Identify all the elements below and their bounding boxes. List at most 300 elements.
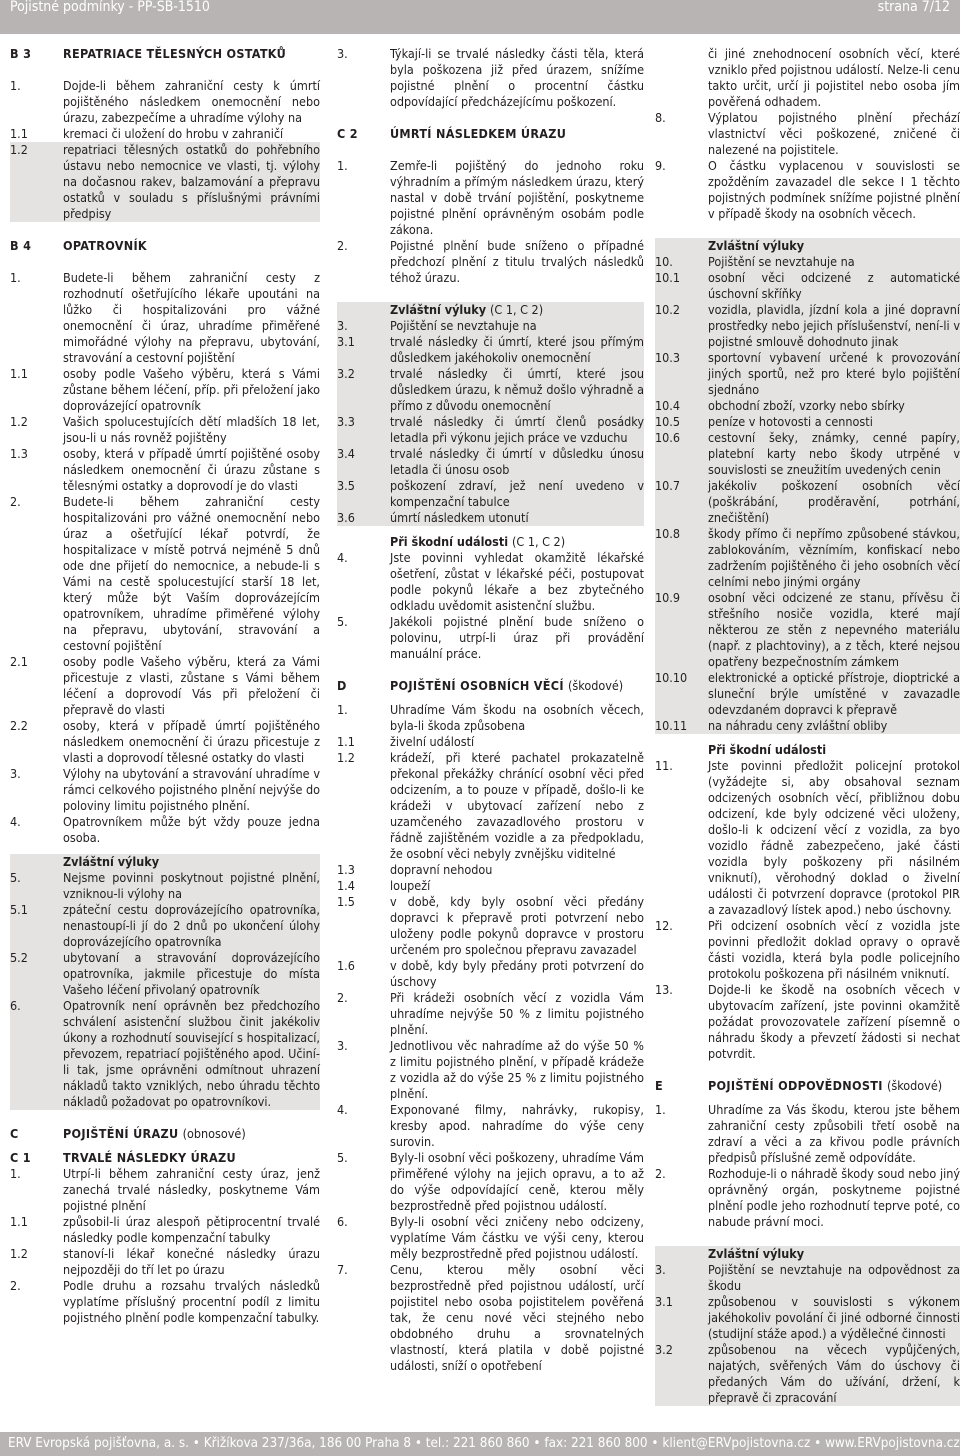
clause-number: 2.	[655, 1166, 666, 1181]
clause-text	[390, 702, 644, 734]
clause	[10, 446, 320, 494]
clause-text	[708, 742, 960, 758]
clause	[655, 1294, 960, 1342]
clause	[10, 950, 320, 998]
clause-number: 1.1	[10, 126, 28, 141]
clause-number: 2.	[10, 494, 21, 509]
spacer	[10, 254, 320, 270]
clause-main-text: repatriaci tělesných ostatků do pohřebního ústavu nebo nemocnice ve vlasti, tj. výlohy na dočasnou rakev, balzamování a přepravu ostatků v souladu s příslušnými právními předpisy	[63, 142, 320, 221]
clause	[10, 998, 320, 1110]
clause	[337, 1214, 644, 1262]
clause	[10, 870, 320, 902]
clause	[10, 494, 320, 654]
clause-main-text: Utrpí-li během zahraniční cesty úraz, jenž zanechá trvalé následky, poskytneme Vám pojistné plnění	[63, 1166, 320, 1213]
clause-text	[708, 758, 960, 918]
clause-number: 2.2	[10, 718, 28, 733]
clause-text	[390, 334, 644, 366]
clause-main-text: způsobenou na věcech vypůjčených, najatých, svěřených Vám do úschovy či předaných Vám do užívání, držení, k přepravě či zpracování	[708, 1342, 960, 1405]
clause-main-text: způsobenou v souvislosti s výkonem jakéhokoliv povolání či jiné odborné činnosti (studijní stáže apod.) a výdělečné činnosti	[708, 1294, 960, 1341]
clause-number: 5.1	[10, 902, 28, 917]
clause-number: 10.2	[655, 302, 681, 317]
spacer	[10, 846, 320, 854]
clause-number: 1.1	[10, 1214, 28, 1229]
clause-text	[390, 614, 644, 662]
clause-number: 1.2	[10, 414, 28, 429]
clause-number: 10.1	[655, 270, 681, 285]
clause-number: 6.	[10, 998, 21, 1013]
clause-text	[708, 718, 960, 734]
spacer	[10, 1142, 320, 1150]
clause-text	[708, 430, 960, 478]
clause-text	[390, 238, 644, 286]
clause-number: E	[655, 1078, 663, 1093]
clause-text	[708, 1246, 960, 1262]
clause	[655, 270, 960, 302]
clause-text	[708, 158, 960, 222]
clause	[10, 366, 320, 414]
clause-number: 3.	[655, 1262, 666, 1277]
clause-main-text: Pojištění se nevztahuje na odpovědnost za škodu	[708, 1262, 960, 1293]
clause-text	[63, 1214, 320, 1246]
clause-text	[708, 670, 960, 718]
clause-qualifier: (C 1, C 2)	[490, 302, 544, 317]
clause-main-text: POJIŠTĚNÍ ODPOVĚDNOSTI	[708, 1078, 883, 1093]
clause-main-text: Pojistné plnění bude sníženo o případné předchozí plnění z titulu trvalých následků téhož úrazu.	[390, 238, 644, 285]
clause-text	[708, 46, 960, 110]
subheading	[655, 1246, 960, 1262]
spacer	[655, 222, 960, 238]
clause-main-text: Jste povinni vyhledat okamžitě lékařské ošetření, zůstat v lékařské péči, postupovat podle pokynů lékaře a bez zbytečného odkladu uvědomit asistenční službu.	[390, 550, 644, 613]
clause-number: 3.1	[655, 1294, 673, 1309]
clause-qualifier: (obnosové)	[182, 1126, 246, 1141]
clause	[655, 430, 960, 478]
clause-number: 1.	[337, 158, 348, 173]
clause-number: 3.3	[337, 414, 355, 429]
clause	[337, 46, 644, 110]
clause	[655, 590, 960, 670]
clause-number: 12.	[655, 918, 673, 933]
clause-main-text: osobní věci odcizené z automatické úschovní skříňky	[708, 270, 960, 301]
clause-text	[390, 46, 644, 110]
clause-text	[390, 366, 644, 414]
clause	[337, 614, 644, 662]
clause-text	[708, 478, 960, 526]
clause-main-text: trvalé následky či úmrtí v důsledku únosu letadla či únosu osob	[390, 446, 644, 477]
clause-text	[390, 1038, 644, 1102]
clause-number: 3.	[337, 318, 348, 333]
clause-text	[63, 998, 320, 1110]
document-title: Pojistné podmínky - PP-SB-1510	[10, 0, 210, 15]
clause-number: 2.	[337, 990, 348, 1005]
clause-text	[63, 902, 320, 950]
clause-main-text: Jakékoli pojistné plnění bude sníženo o polovinu, utrpí-li úraz při provádění manuální práce.	[390, 614, 644, 661]
clause-text	[63, 142, 320, 222]
clause	[337, 318, 644, 334]
clause-number: 3.5	[337, 478, 355, 493]
clause	[10, 718, 320, 766]
spacer	[10, 1110, 320, 1126]
page-number: strana 7/12	[877, 0, 950, 15]
clause	[655, 302, 960, 350]
clause-number: 10.5	[655, 414, 681, 429]
clause-main-text: způsobil-li úraz alespoň pětiprocentní trvalé následky podle kompenzační tabulky	[63, 1214, 320, 1245]
clause-text	[708, 590, 960, 670]
clause-number: C 2	[337, 126, 358, 141]
clause	[337, 414, 644, 446]
clause-number: 10.11	[655, 718, 688, 733]
section-heading	[10, 1126, 320, 1142]
clause-number: 4.	[10, 814, 21, 829]
clause-main-text: peníze v hotovosti a cennosti	[708, 414, 873, 429]
clause	[10, 142, 320, 222]
clause-text	[390, 862, 644, 878]
clause	[10, 902, 320, 950]
clause-main-text: Pojištění se nevztahuje na	[708, 254, 855, 269]
clause-text	[63, 814, 320, 846]
clause-main-text: Rozhoduje-li o náhradě škody soud nebo jiný oprávněný orgán, poskytneme pojistné plnění podle jeho rozhodnutí teprve poté, co nabude právní moci.	[708, 1166, 960, 1229]
clause-main-text: REPATRIACE TĚLESNÝCH OSTATKŮ	[63, 46, 287, 61]
clause-main-text: Jednotlivou věc nahradíme až do výše 50 % z limitu pojistného plnění, v případě krádeže z vozidla až do výše 25 % z limitu pojistného plnění.	[390, 1038, 644, 1101]
section-heading	[10, 1150, 320, 1166]
clause-text	[708, 1342, 960, 1406]
clause-number: 5.	[10, 870, 21, 885]
clause	[655, 1342, 960, 1406]
clause-number: 3.2	[655, 1342, 673, 1357]
clause-main-text: zpáteční cestu doprovázejícího opatrovníka, nenastoupí-li jí do 2 dnů po ukončení úlohy doprovázejícího opatrovníka	[63, 902, 320, 949]
clause	[655, 478, 960, 526]
clause-text	[390, 1262, 644, 1374]
clause-text	[708, 1262, 960, 1294]
clause-text	[63, 766, 320, 814]
clause-main-text: O částku vyplacenou v souvislosti se zpožděním zavazadel dle sekce I 1 těchto pojistných podmínek snížíme pojistné plnění v případě škody na osobních věcech.	[708, 158, 960, 221]
clause-main-text: Zemře-li pojištěný do jednoho roku výhradním a přímým následkem úrazu, který nastal v době trvání pojištění, poskytneme pojistné plnění oprávněným osobám podle zákona.	[390, 158, 644, 237]
clause-main-text: obchodní zboží, vzorky nebo sbírky	[708, 398, 905, 413]
clause-number: 10.3	[655, 350, 681, 365]
clause	[655, 46, 960, 110]
clause-main-text: TRVALÉ NÁSLEDKY ÚRAZU	[63, 1150, 236, 1165]
clause	[655, 414, 960, 430]
clause	[10, 1166, 320, 1214]
clause-number: 10.4	[655, 398, 681, 413]
clause-number: 10.10	[655, 670, 688, 685]
clause-number: 10.9	[655, 590, 681, 605]
clause-main-text: cestovní šeky, známky, cenné papíry, platební karty nebo škody utrpěné v souvislosti se zneužitím uvedených cenin	[708, 430, 960, 477]
clause-qualifier: (C 1, C 2)	[512, 534, 566, 549]
clause-text	[708, 238, 960, 254]
clause-number: 1.3	[337, 862, 355, 877]
clause-number: 10.	[655, 254, 673, 269]
clause-number: 1.1	[10, 366, 28, 381]
clause-main-text: Zvláštní výluky	[63, 854, 160, 869]
clause-main-text: osoby, která v případě úmrtí pojištěné osoby následkem onemocnění či úrazu zůstane s tělesnými ostatky a doprovodí je do vlasti	[63, 446, 320, 493]
clause-main-text: trvalé následky či úmrtí, které jsou přímým důsledkem jakéhokoliv onemocnění	[390, 334, 644, 365]
clause-main-text: Budete-li během zahraniční cesty z rozhodnutí ošetřujícího lékaře upoutáni na lůžko či hospitalizováni pro vážné onemocnění či úraz, uhradíme přiměřené mimořádné výlohy na přepravu, ubytování, stravování a cestovní pojištění	[63, 270, 320, 365]
clause-number: 6.	[337, 1214, 348, 1229]
clause-text	[708, 1102, 960, 1166]
clause	[337, 734, 644, 750]
spacer	[10, 62, 320, 78]
clause	[655, 350, 960, 398]
clause-main-text: loupeží	[390, 878, 431, 893]
clause-text	[63, 950, 320, 998]
clause	[337, 158, 644, 238]
clause-text	[63, 446, 320, 494]
clause-number: 4.	[337, 550, 348, 565]
clause-main-text: Podle druhu a rozsahu trvalých následků vyplatíme příslušný procentní podíl z limitu pojistného plnění podle kompenzační tabulky.	[63, 1278, 320, 1325]
clause-main-text: škody přímo či nepřímo způsobené stávkou, zablokováním, věznímím, konfiskací nebo zadržením pojištěného či jeho osobních věcí celními nebo jinými orgány	[708, 526, 960, 589]
clause-number: 9.	[655, 158, 666, 173]
column-middle	[337, 46, 644, 1374]
clause	[337, 446, 644, 478]
clause-text	[390, 1214, 644, 1262]
clause-main-text: Vašich spolucestujících dětí mladších 18 let, jsou-li u nás rovněž pojištěny	[63, 414, 320, 445]
clause	[655, 254, 960, 270]
clause	[655, 1166, 960, 1230]
clause-number: 3.	[337, 46, 348, 61]
clause-text	[708, 270, 960, 302]
clause-main-text: sportovní vybavení určené k provozování jiných sportů, než pro které bylo pojištění sjednáno	[708, 350, 960, 397]
clause	[337, 862, 644, 878]
footer-contact: ERV Evropská pojišťovna, a. s. • Křižíkova 237/36a, 186 00 Praha 8 • tel.: 221 860 860 • fax: 221 860 800 • klient@ERVpojistovna.cz • www.ERVpojistovna.cz	[8, 1436, 960, 1451]
clause-text	[63, 718, 320, 766]
clause-main-text: osoby, která v případě úmrtí pojištěného následkem onemocnění či úrazu přicestuje z vlasti a doprovodí tělesné ostatky do vlasti	[63, 718, 320, 765]
clause-main-text: ubytovaní a stravování doprovázejícího opatrovníka, jakmile přicestuje do místa Vašeho léčení přivolaný opatrovník	[63, 950, 320, 997]
clause-text	[390, 318, 644, 334]
clause	[655, 1102, 960, 1166]
clause-number: 10.7	[655, 478, 681, 493]
clause-text	[390, 894, 644, 958]
clause-main-text: Při škodní události	[708, 742, 827, 757]
clause-number: 7.	[337, 1262, 348, 1277]
clause-main-text: Týkají-li se trvalé následky části těla, která byla poškozena již před úrazem, snížíme pojistné plnění o procentní částku odpovídající předcházejícímu poškození.	[390, 46, 644, 109]
clause-text	[390, 126, 644, 142]
clause-main-text: Budete-li během zahraniční cesty hospitalizováni pro vážné onemocnění nebo úraz a ošetřující lékař potvrdí, že hospitalizace v místě potrvá nejméně 5 dnů ode dne přijetí do nemocnice, a nebude-li s Vámi na cestě spolucestující starší 18 let, který může být Vaším doprovázejícím opatrovníkem, uhradíme přiměřené výlohy na přepravu, ubytování, stravování a cestovní pojištění	[63, 494, 320, 653]
clause-number: 3.1	[337, 334, 355, 349]
clause-text	[63, 1126, 320, 1142]
clause-main-text: osoby podle Vašeho výběru, která s Vámi zůstane během léčení, příp. při přeložení jako doprovázející opatrovník	[63, 366, 320, 413]
clause-text	[390, 534, 644, 550]
clause-main-text: Zvláštní výluky	[708, 1246, 805, 1261]
subheading	[655, 238, 960, 254]
clause-text	[63, 238, 320, 254]
clause-main-text: Dojde-li ke škodě na osobních věcech v ubytovacím zařízení, jste povinni okamžitě požádat provozovatele zařízení písemně o náhradu škody a převzetí žádosti si nechat potvrdit.	[708, 982, 960, 1061]
clause-main-text: na náhradu ceny zvláštní obliby	[708, 718, 888, 733]
clause-main-text: Výlohy na ubytování a stravování uhradíme v rámci celkového pojistného plnění nejvýše do poloviny limitu pojistného plnění.	[63, 766, 320, 813]
clause-text	[390, 550, 644, 614]
clause-text	[390, 1150, 644, 1214]
section-heading	[337, 126, 644, 142]
clause-text	[63, 854, 320, 870]
clause	[655, 526, 960, 590]
clause-main-text: úmrtí následkem utonutí	[390, 510, 529, 525]
clause-main-text: OPATROVNÍK	[63, 238, 147, 253]
clause	[337, 238, 644, 286]
clause	[655, 398, 960, 414]
clause-main-text: dopravní nehodou	[390, 862, 493, 877]
clause-text	[708, 414, 960, 430]
clause	[337, 1102, 644, 1150]
clause	[655, 758, 960, 918]
clause-text	[708, 398, 960, 414]
clause-number: 11.	[655, 758, 673, 773]
clause	[655, 110, 960, 158]
clause	[337, 990, 644, 1038]
clause-text	[63, 78, 320, 126]
clause-text	[390, 678, 644, 694]
clause-number: 5.	[337, 614, 348, 629]
clause-text	[390, 446, 644, 478]
clause	[655, 1262, 960, 1294]
clause-number: 1.2	[337, 750, 355, 765]
clause-main-text: Opatrovníkem může být vždy pouze jedna osoba.	[63, 814, 320, 845]
clause-main-text: elektronické a optické přístroje, dioptrické a sluneční brýle umístěné v zavazadle odevzdaném dopravci k přepravě	[708, 670, 960, 717]
clause-number: 3.4	[337, 446, 355, 461]
clause-main-text: vozidla, plavidla, jízdní kola a jiné dopravní prostředky nebo jejich příslušenství, není-li v pojistné smlouvě dohodnuto jinak	[708, 302, 960, 349]
clause-number: 3.	[10, 766, 21, 781]
clause-main-text: ÚMRTÍ NÁSLEDKEM ÚRAZU	[390, 126, 567, 141]
subheading	[337, 302, 644, 318]
clause-number: D	[337, 678, 347, 693]
clause-text	[390, 414, 644, 446]
clause-main-text: POJIŠTĚNÍ ÚRAZU	[63, 1126, 179, 1141]
clause	[337, 366, 644, 414]
clause-number: 3.	[337, 1038, 348, 1053]
clause-qualifier: (škodové)	[886, 1078, 943, 1093]
clause-text	[708, 350, 960, 398]
clause-main-text: v době, kdy byly osobní věci předány dopravci k přepravě proti potvrzení nebo uloženy podle pokynů dopravce v prostoru určeném pro společnou přepravu zavazadel	[390, 894, 644, 957]
clause	[655, 670, 960, 718]
column-right	[655, 46, 960, 1406]
spacer	[337, 142, 644, 158]
clause-number: B 4	[10, 238, 32, 253]
clause-text	[708, 254, 960, 270]
clause-text	[708, 918, 960, 982]
clause-number: 5.2	[10, 950, 28, 965]
clause-qualifier: (škodové)	[568, 678, 624, 693]
clause	[10, 654, 320, 718]
clause-text	[63, 654, 320, 718]
clause-main-text: živelní událostí	[390, 734, 475, 749]
clause	[337, 894, 644, 958]
page-header	[0, 0, 960, 34]
clause	[337, 702, 644, 734]
clause-text	[708, 982, 960, 1062]
column-left	[10, 46, 320, 1326]
clause-text	[390, 510, 644, 526]
clause	[10, 414, 320, 446]
clause-text	[390, 958, 644, 990]
clause-text	[63, 1166, 320, 1214]
clause	[655, 982, 960, 1062]
clause-number: 1.4	[337, 878, 355, 893]
clause-text	[708, 1078, 960, 1094]
clause-main-text: osoby podle Vašeho výběru, která za Vámi přicestuje z vlasti, zůstane s Vámi během léčení a doprovodí Vás při přeložení či přepravě do vlasti	[63, 654, 320, 717]
clause	[337, 550, 644, 614]
section-heading	[10, 46, 320, 62]
clause-text	[708, 1294, 960, 1342]
clause-number: 2.1	[10, 654, 28, 669]
clause-main-text: Zvláštní výluky	[708, 238, 805, 253]
clause-main-text: Při odcizení osobních věcí z vozidla jste povinni předložit doklad opravy o opravě části vozidla, která byla podle policejního protokolu poškozena při násilném vniknutí.	[708, 918, 960, 981]
clause-main-text: POJIŠTĚNÍ OSOBNÍCH VĚCÍ	[390, 678, 564, 693]
clause-number: 1.	[10, 270, 21, 285]
clause-text	[390, 734, 644, 750]
clause-text	[63, 1278, 320, 1326]
clause-text	[708, 110, 960, 158]
clause-main-text: Byly-li osobní věci zničeny nebo odcizeny, vyplatíme Vám částku ve výši ceny, kterou měly bezprostředně před pojistnou událostí.	[390, 1214, 644, 1261]
clause-main-text: Byly-li osobní věci poškozeny, uhradíme Vám přiměřené výlohy na jejich opravu, a to až do výše odpovídající ceně, kterou měly bezprostředně před pojistnou událostí.	[390, 1150, 644, 1213]
clause	[655, 158, 960, 222]
clause-main-text: Opatrovník není oprávněn bez předchozího schválení asistenční službou činit jakékoliv úkony a rozhodnutí související s hospitalizací, převozem, repatriací pojištěného apod. Učiní-li tak, jsme oprávněni odmítnout uhrazení nákladů takto vzniklých, nebo úhradu těchto nákladů požadovat po opatrovníkovi.	[63, 998, 320, 1109]
clause-text	[390, 990, 644, 1038]
clause-number: 1.1	[337, 734, 355, 749]
clause-main-text: Exponované filmy, nahrávky, rukopisy, kresby apod. nahradíme do výše ceny surovin.	[390, 1102, 644, 1149]
clause	[337, 750, 644, 862]
clause-main-text: poškození zdraví, jež není uvedeno v kompenzační tabulce	[390, 478, 644, 509]
clause-number: 10.8	[655, 526, 681, 541]
clause-number: 2.	[10, 1278, 21, 1293]
clause-main-text: Nejsme povinni poskytnout pojistné plnění, vzniknou-li výlohy na	[63, 870, 320, 901]
clause-main-text: Pojištění se nevztahuje na	[390, 318, 537, 333]
clause-number: 1.	[10, 1166, 21, 1181]
clause-main-text: Jste povinni předložit policejní protokol (vyžádejte si, aby obsahoval seznam odcizených osobních věcí, přibližnou dobu odcizení, kde byly odcizené věci uloženy, došlo-li k odcizení věcí z vozidla, za byo vozidlo řádně zabezpečeno, jaké části vozidla byly poškozeny při násilném vniknutí), věrohodný doklad o živelní události či potvrzení dopravce (protokol PIR a zavazadlový lístek apod.) nebo úschovny.	[708, 758, 960, 917]
clause	[337, 334, 644, 366]
clause-text	[63, 46, 320, 62]
clause-text	[63, 494, 320, 654]
spacer	[337, 526, 644, 534]
spacer	[655, 734, 960, 742]
clause-main-text: Zvláštní výluky	[390, 302, 487, 317]
clause-number: 3.6	[337, 510, 355, 525]
clause-number: B 3	[10, 46, 32, 61]
clause	[10, 1278, 320, 1326]
clause-number: 2.	[337, 238, 348, 253]
clause	[337, 478, 644, 510]
clause-number: 1.	[655, 1102, 666, 1117]
clause-number: 1.2	[10, 1246, 28, 1261]
clause-main-text: Při škodní události	[390, 534, 509, 549]
clause-text	[390, 1102, 644, 1150]
clause-main-text: trvalé následky či úmrtí členů posádky letadla při výkonu jejich práce ve vzduchu	[390, 414, 644, 445]
clause	[10, 814, 320, 846]
subheading	[655, 742, 960, 758]
clause-main-text: v době, kdy byly předány proti potvrzení do úschovy	[390, 958, 644, 989]
clause-main-text: Dojde-li během zahraniční cesty k úmrtí pojištěného následkem onemocnění nebo úrazu, zabezpečíme a uhradíme výlohy na	[63, 78, 320, 125]
clause-number: 1.5	[337, 894, 355, 909]
clause-main-text: kremaci či uložení do hrobu v zahraničí	[63, 126, 284, 141]
clause-text	[390, 302, 644, 318]
clause-text	[390, 878, 644, 894]
spacer	[337, 694, 644, 702]
clause-number: 10.6	[655, 430, 681, 445]
clause	[10, 1246, 320, 1278]
clause-text	[390, 750, 644, 862]
clause-number: 1.	[337, 702, 348, 717]
clause-number: 4.	[337, 1102, 348, 1117]
clause-text	[708, 1166, 960, 1230]
clause	[10, 766, 320, 814]
clause	[10, 270, 320, 366]
clause-main-text: krádeží, při které pachatel prokazatelně překonal překážky chránící osobní věci před odcizením, a to pouze v případě, došlo-li ke krádeži v ubytovací zařízení nebo z uzamčeného zavazadlového prostoru v řádně zajištěném vozidle a za předpokladu, že osobní věci nebyly zvnějšku viditelné	[390, 750, 644, 861]
spacer	[655, 1230, 960, 1246]
clause-text	[390, 478, 644, 510]
clause-text	[390, 158, 644, 238]
spacer	[10, 222, 320, 238]
clause-text	[63, 414, 320, 446]
clause-number: 1.6	[337, 958, 355, 973]
clause-main-text: stanoví-li lékař konečné následky úrazu nejpozději do tří let po úrazu	[63, 1246, 320, 1277]
subheading	[10, 854, 320, 870]
